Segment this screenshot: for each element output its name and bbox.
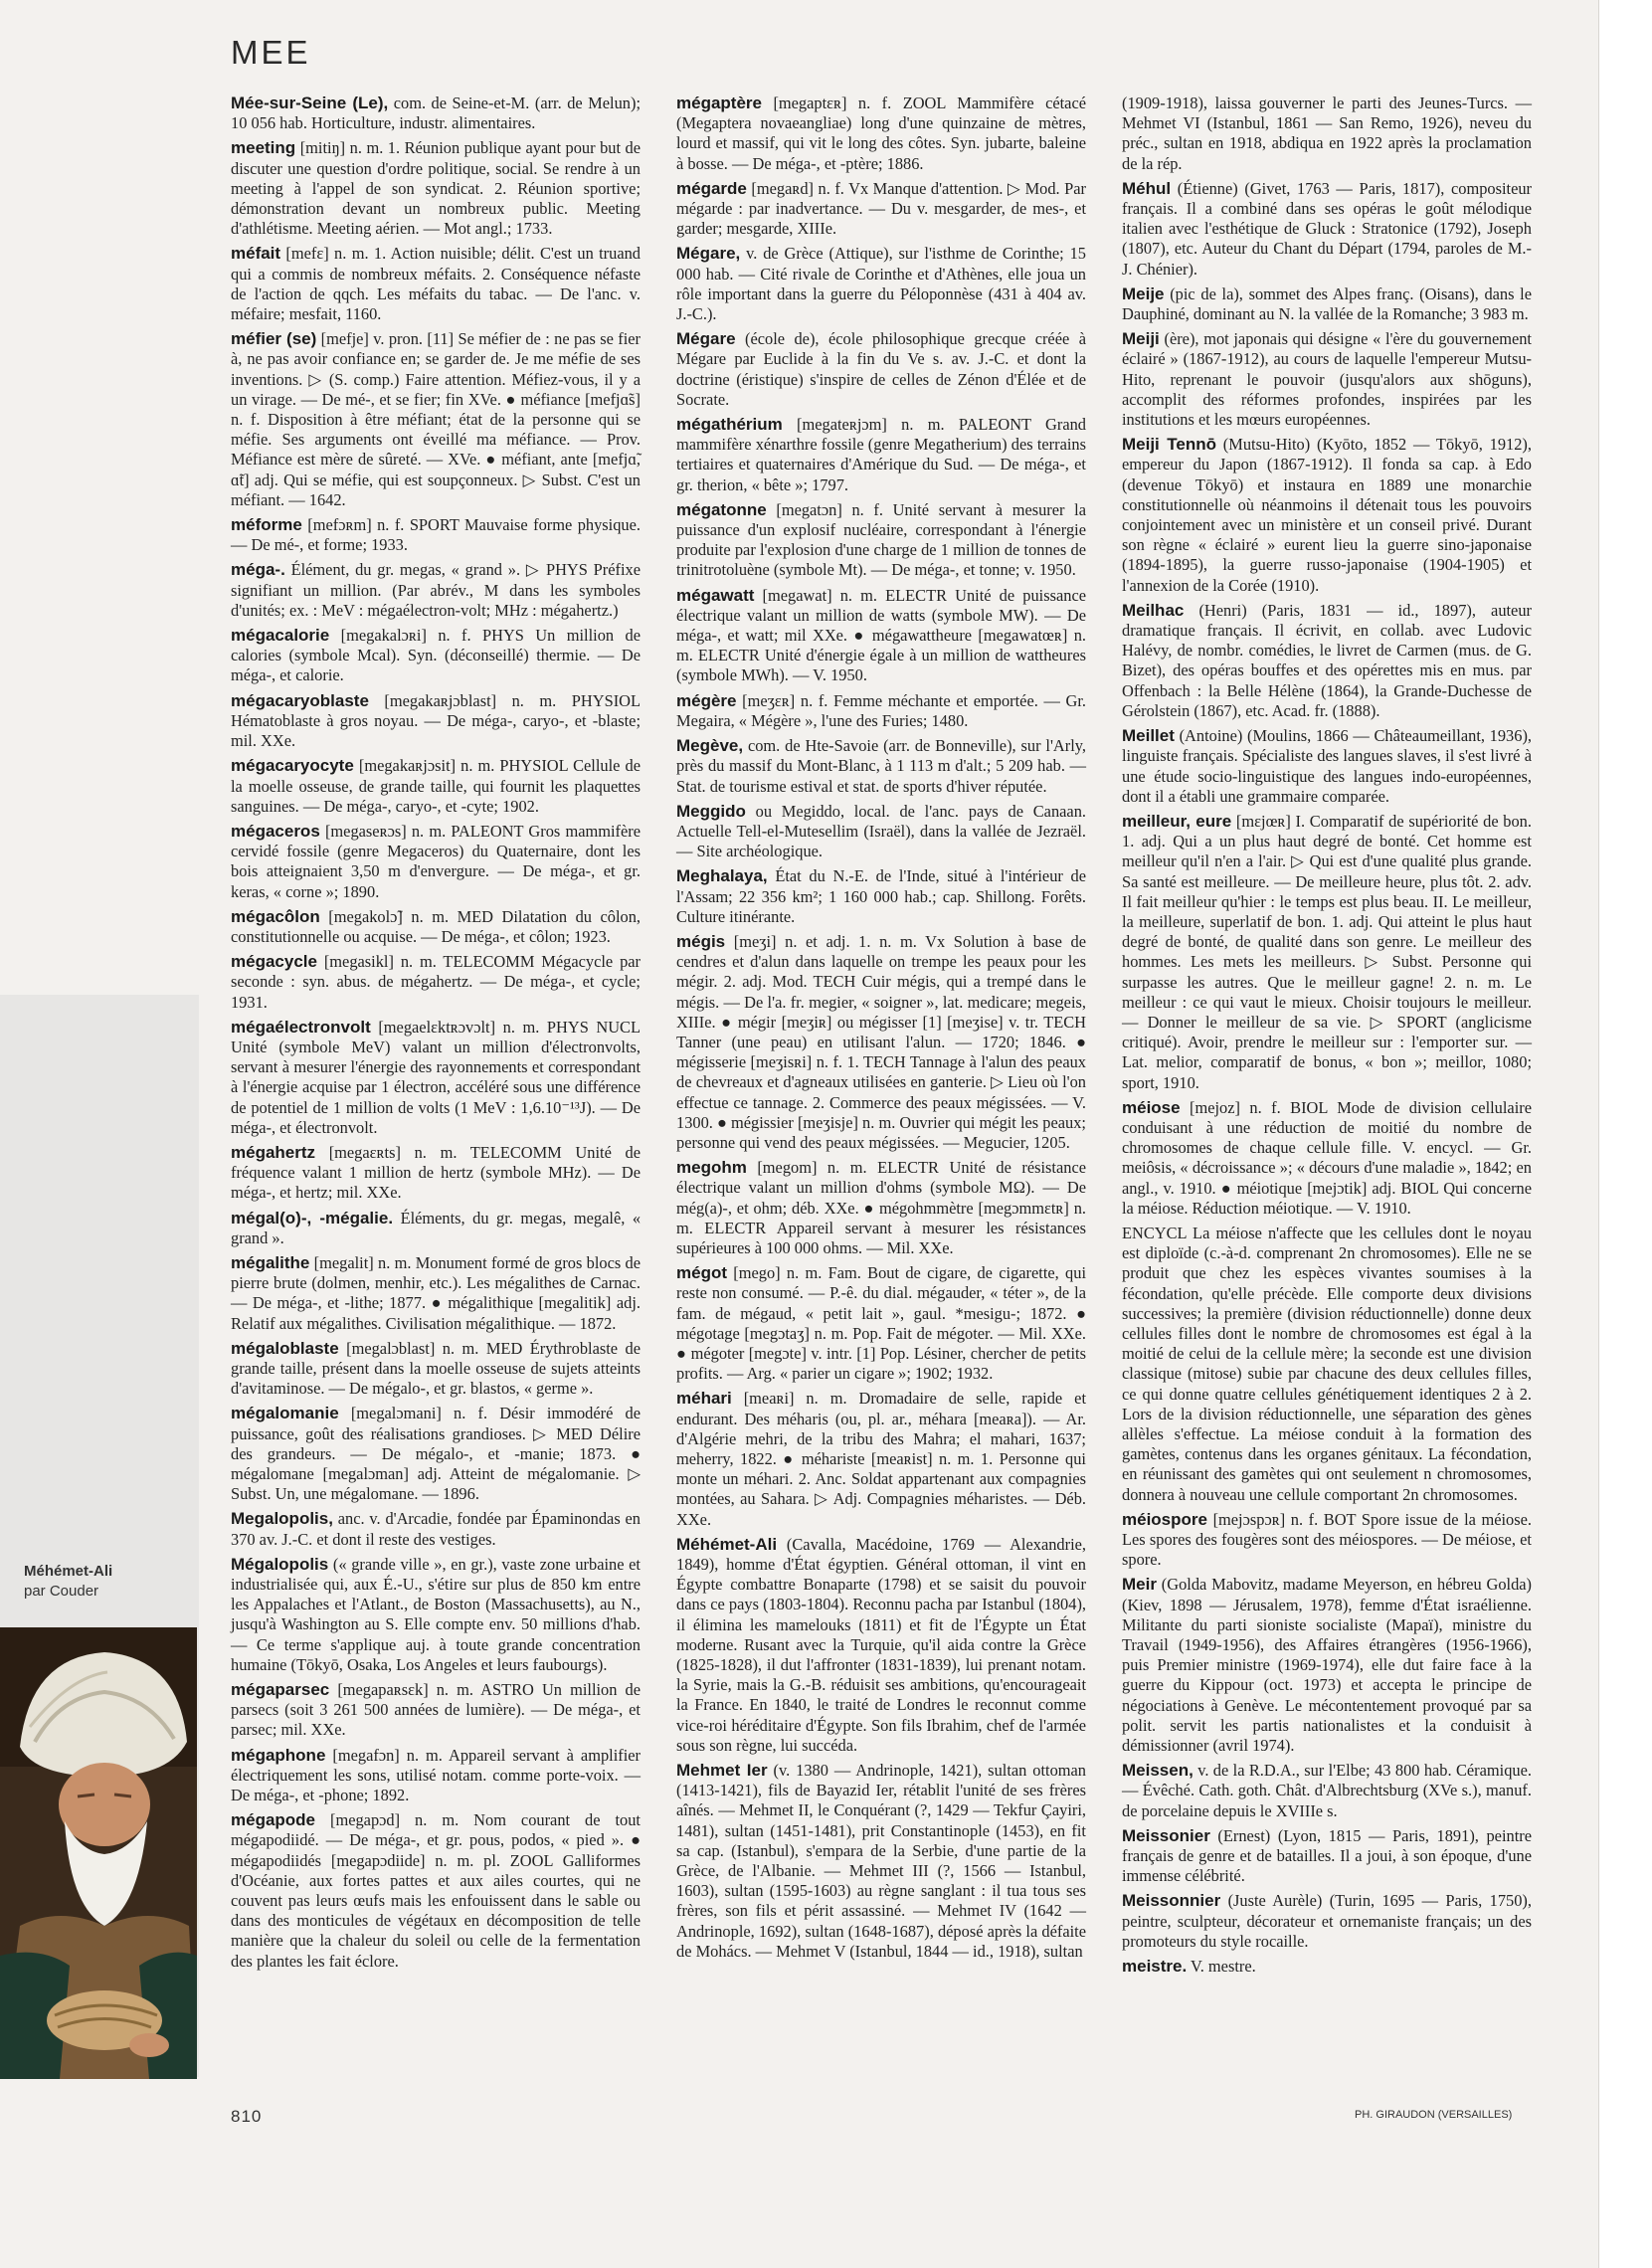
entry-definition: [mefɛ] n. m. 1. Action nuisible; délit. C'est un truand qui a commis de nombreux méfaits. 2. Conséquence néfaste de l'action de qqch. Les méfaits du tabac. — De l'anc. v. méfaire; mesfait, 1160. xyxy=(231,244,641,324)
column-1 xyxy=(231,94,641,1977)
headword: Meiji xyxy=(1122,329,1160,349)
entry-definition: (Cavalla, Macédoine, 1769 — Alexandrie, 1849), homme d'État égyptien. Général ottoman, il vint en Égypte combattre Bonaparte (1798) et se saisit du pouvoir dans ce pays (1803-1804). Reconnu pacha par Istanbul (1804), il élimina les mamelouks (1811) et fit de l'Égypte un État moderne. Rusant avec la Turquie, qu'il aida contre la Grèce (1825-1828), il dut l'affronter (1831-1839), lui prenant notam. la Syrie, mais la G.-B. réduisit ses ambitions, qu'encourageait la France. En 1840, le traité de Londres le reconnut comme vice-roi héréditaire d'Égypte. Son fils Ibrahim, chef de l'armée sous son règne, lui succéda. xyxy=(676,1534,1086,1755)
entry-definition: [megom] n. m. ELECTR Unité de résistance électrique valant un million d'ohms (symbole MΩ). — De még(a)-, et ohm; déb. XXe. ● mégohmmètre [megɔmmɛtʀ] n. m. ELECTR Appareil servant à mesurer les résistances supérieures à 100 000 ohms. — Mil. XXe. xyxy=(676,1158,1086,1257)
entry-definition: [megakaʀjɔsit] n. m. PHYSIOL Cellule de la moelle osseuse, de grande taille, qui fournit les plaquettes sanguines. — De méga-, caryo-, et -cyte; 1902. xyxy=(231,756,641,816)
dictionary-entry xyxy=(1122,812,1532,1093)
dictionary-entry xyxy=(231,94,641,133)
headword: Megève, xyxy=(676,736,744,756)
headword: méfier (se) xyxy=(231,329,317,349)
dictionary-entry xyxy=(231,329,641,510)
dictionary-entry xyxy=(231,1209,641,1248)
headword: méforme xyxy=(231,515,302,535)
entry-definition: [mɛjœʀ] I. Comparatif de supériorité de bon. 1. adj. Qui a un plus haut degré de bonté. Cet homme est meilleur qu'il n'en a l'air. ▷ Qui est d'une qualité plus grande. Sa santé est meilleure. — De meilleure heure, plus tôt. 2. adv. Il fait meilleur qu'hier : le temps est plus beau. II. Le meilleur, la meilleure, superlatif de bon. 1. adj. Qui atteint le plus haut degré de bonté, de qualité dans son genre. Le meilleur des hommes. Les mets les meilleurs. ▷ Subst. Personne qui surpasse les autres. Que le meilleur gagne! 2. n. m. Le meilleur : ce qui vaut le mieux. Choisir toujours le meilleur. — Donner le meilleur de sa vie. ▷ SPORT (anglicisme critiqué). Avoir, prendre le meilleur sur : l'emporter sur. — Lat. melior, comparatif de bonus, « bon »; meillor, 1080; sport, 1910. xyxy=(1122,811,1532,1092)
dictionary-entry xyxy=(676,691,1086,731)
headword: méhari xyxy=(676,1389,732,1409)
headword: mégal(o)-, -mégalie. xyxy=(231,1208,394,1228)
entry-definition: [megasikl] n. m. TELECOMM Mégacycle par seconde : syn. abus. de mégahertz. — De méga-, et cycle; 1931. xyxy=(231,952,641,1012)
caption-title: Méhémet-Ali xyxy=(24,1563,113,1580)
headword: mégaloblaste xyxy=(231,1338,339,1358)
headword: Mehmet Ier xyxy=(676,1761,768,1781)
dictionary-entry xyxy=(676,179,1086,240)
headword: Meir xyxy=(1122,1575,1157,1595)
dictionary-entry xyxy=(1122,726,1532,807)
dictionary-entry xyxy=(676,94,1086,174)
entry-definition: [megaptɛʀ] n. f. ZOOL Mammifère cétacé (Megaptera novaeangliae) long d'une quinzaine de mètres, lourd et massif, qui vit le long des côtes. Syn. jubarte, baleine à bosse. — De méga-, et -ptère; 1886. xyxy=(676,94,1086,173)
entry-definition: [megapaʀsɛk] n. m. ASTRO Un million de parsecs (soit 3 261 500 années de lumière). — De méga-, et parsec; mil. XXe. xyxy=(231,1680,641,1740)
dictionary-entry xyxy=(231,1810,641,1972)
dictionary-entry xyxy=(1122,1098,1532,1219)
entry-definition: (Ernest) (Lyon, 1815 — Paris, 1891), peintre français de genre et de batailles. Il a joui, à son époque, d'une immense célébrité. xyxy=(1122,1825,1532,1886)
headword: meilleur, eure xyxy=(1122,811,1232,831)
entry-definition: com. de Hte-Savoie (arr. de Bonneville), sur l'Arly, près du massif du Mont-Blanc, à 1 113 m d'alt.; 5 209 hab. — Stat. de tourisme estival et stat. de sports d'hiver réputée. xyxy=(676,736,1086,796)
entry-definition: [meʒɛʀ] n. f. Femme méchante et emportée. — Gr. Megaira, « Mégère », l'une des Furies; 1480. xyxy=(676,690,1086,730)
entry-definition: (pic de la), sommet des Alpes franç. (Oisans), dans le Dauphiné, dominant au N. la vallée de la Romanche; 3 983 m. xyxy=(1122,284,1532,324)
headword: Meissonnier xyxy=(1122,1891,1221,1911)
portrait-caption xyxy=(24,1562,193,1602)
headword: Mégare xyxy=(676,329,736,349)
headword: Meghalaya, xyxy=(676,866,768,886)
dictionary-entry xyxy=(1122,1761,1532,1821)
dictionary-entry xyxy=(676,1761,1086,1962)
headword: méfait xyxy=(231,244,281,264)
dictionary-entry xyxy=(1122,1891,1532,1952)
dictionary-entry xyxy=(231,691,641,752)
dictionary-entry xyxy=(231,1143,641,1204)
dictionary-entry xyxy=(231,626,641,686)
headword: mégacaryocyte xyxy=(231,756,354,776)
entry-definition: [mitiŋ] n. m. 1. Réunion publique ayant pour but de discuter une question d'ordre politique, social. Se rendre à un meeting à l'appel de son syndicat. 2. Réunion sportive; démonstration devant un nombreux public. Meeting d'athlétisme. Meeting aérien. — Mot angl.; 1733. xyxy=(231,138,641,239)
headword: meistre. xyxy=(1122,1957,1188,1977)
headword: mégawatt xyxy=(676,585,755,605)
entry-definition: com. de Seine-et-M. (arr. de Melun); 10 056 hab. Horticulture, industr. alimentaires. xyxy=(231,94,641,133)
entry-definition: (école de), école philosophique grecque créée à Mégare par Euclide à la fin du Ve s. av. J.-C. et dont la doctrine (éristique) s'inspire de celles de Zénon d'Élée et de Socrate. xyxy=(676,329,1086,409)
dictionary-entry xyxy=(1122,179,1532,280)
entry-definition: (Golda Mabovitz, madame Meyerson, en hébreu Golda) (Kiev, 1898 — Jérusalem, 1978), femme d'État israélienne. Militante du parti sioniste socialiste (Mapaï), ministre du Travail (1949-1956), des Affaires étrangères (1956-1966), puis Premier ministre (1969-1974), elle dut faire face à la guerre du Kippour (oct. 1973) et accepta le principe de négociations à Genève. Le mécontentement provoqué par sa polit. servit les partis nationalistes et la conduisit à démissionner (avril 1974). xyxy=(1122,1575,1532,1756)
entry-definition: [meaʀi] n. m. Dromadaire de selle, rapide et endurant. Des méharis (ou, pl. ar., méhara [meaʀa]). — Ar. d'Algérie mehri, de la tribu des Mahra; el mahari, 1637; meherry, 1822. ● méhariste [meaʀist] n. m. 1. Personne qui monte un méhari. 2. Anc. Soldat appartenant aux compagnies montées, au Sahara. ▷ Adj. Compagnies méharistes. — Déb. XXe. xyxy=(676,1389,1086,1529)
entry-definition: [megateʀjɔm] n. m. PALEONT Grand mammifère xénarthre fossile (genre Megatherium) des terrains tertiaires et quaternaires d'Amérique du Sud. — De méga-, et gr. therion, « bête »; 1797. xyxy=(676,415,1086,494)
dictionary-entry xyxy=(231,907,641,947)
headword: mégacaryoblaste xyxy=(231,690,369,710)
headword: mégis xyxy=(676,931,726,951)
entry-definition: ENCYCL La méiose n'affecte que les cellules dont le noyau est diploïde (c.-à-d. comprenant 2n chromosomes). Elle ne se produit que chez les espèces vivantes soumises à la fécondation, qu'elle précède. Elle comporte deux divisions successives; la première (division réductionnelle) donne deux cellules filles dont le nombre de chromosomes est égal à la moitié de celui de la cellule mère; la seconde est une division classique (mitose) subie par chacune des deux cellules filles, ce qui donne quatre cellules génétiquement identiques 2 à 2. Lors de la division réductionnelle, une séparation des gènes allèles s'effectue. La méiose conduit à la formation des gamètes, contenus dans les organes génitaux. La fécondation, en réunissant des gamètes qui ont seulement n chromosomes, donnera à nouveau une cellule comportant 2n chromosomes. xyxy=(1122,1223,1532,1504)
page-edge xyxy=(1598,0,1652,2268)
dictionary-entry xyxy=(231,1339,641,1400)
dictionary-entry xyxy=(231,1509,641,1549)
entry-definition: v. de la R.D.A., sur l'Elbe; 43 800 hab. Céramique. — Évêché. Cath. goth. Chât. d'Albrechtsburg (XVe s.), manuf. de porcelaine depuis le XVIIIe s. xyxy=(1122,1761,1532,1820)
headword: mégahertz xyxy=(231,1142,316,1162)
dictionary-entry xyxy=(231,1253,641,1334)
entry-definition: [megaelɛktʀɔvɔlt] n. m. PHYS NUCL Unité (symbole MeV) valant un million d'électronvolts, servant à mesurer l'énergie des rayonnements et correspondant à l'énergie acquise par 1 électron, accéléré sous une différence de potentiel de 1 million de volts (1 MeV : 1,6.10⁻¹³J). — De méga-, et électronvolt. xyxy=(231,1017,641,1137)
dictionary-entry xyxy=(231,822,641,902)
entry-definition: [mefɔʀm] n. f. SPORT Mauvaise forme physique. — De mé-, et forme; 1933. xyxy=(231,515,641,555)
entry-definition: [mejoz] n. f. BIOL Mode de division cellulaire conduisant à une réduction de moitié du nombre de chromosomes de chaque cellule fille. V. encycl. — Gr. meiôsis, « décroissance »; « décours d'une maladie », 1842; en angl., v. 1910. ● méiotique [mejɔtik] adj. BIOL Qui concerne la méiose. Réduction méiotique. — V. 1910. xyxy=(1122,1097,1532,1218)
dictionary-entry xyxy=(1122,1826,1532,1887)
entry-definition: (Étienne) (Givet, 1763 — Paris, 1817), compositeur français. Il a combiné dans ses opéras le goût mélodique italien avec l'esthétique de Gluck : Stratonice (1792), Joseph (1807), etc. Auteur du Chant du Départ (1794, paroles de M.-J. Chénier). xyxy=(1122,178,1532,279)
headword: mégalithe xyxy=(231,1252,310,1272)
entry-definition: [megalit] n. m. Monument formé de gros blocs de pierre brute (dolmen, menhir, etc.). Les mégalithes de Carnac. — De méga-, et -lithe; 1877. ● mégalithique [megalitik] adj. Relatif aux mégalithes. Civilisation mégalithique. — 1872. xyxy=(231,1252,641,1333)
headword: Méhul xyxy=(1122,178,1172,198)
dictionary-entry xyxy=(676,244,1086,324)
dictionary-entry xyxy=(231,244,641,324)
entry-definition: V. mestre. xyxy=(1187,1957,1256,1977)
entry-definition: [megaʀd] n. f. Vx Manque d'attention. ▷ Mod. Par mégarde : par inadvertance. — Du v. mesgarder, de mes-, et garder; mesgarde, XIIIe. xyxy=(676,178,1086,239)
dictionary-entry xyxy=(1122,1957,1532,1977)
dictionary-entry xyxy=(1122,1510,1532,1571)
entry-definition: [megalɔmani] n. f. Désir immodéré de puissance, goût des réalisations grandioses. ▷ MED Délire des grandeurs. — De mégalo-, et -manie; 1873. ● mégalomane [megalɔman] adj. Atteint de mégalomanie. ▷ Subst. Un, une mégalomane. — 1896. xyxy=(231,1404,641,1504)
headword: mégère xyxy=(676,690,737,710)
dictionary-entry xyxy=(676,500,1086,581)
headword: méiospore xyxy=(1122,1509,1207,1529)
dictionary-entry xyxy=(231,1404,641,1504)
entry-definition: (ère), mot japonais qui désigne « l'ère du gouvernement éclairé » (1867-1912), au cours de laquelle l'empereur Mutsu-Hito, reprenant le pouvoir (jusqu'alors aux shōguns), accomplit des réformes profondes, inspirées par les institutions et les mœurs européennes. xyxy=(1122,329,1532,430)
entry-definition: ou Megiddo, local. de l'anc. pays de Canaan. Actuelle Tell-el-Mutesellim (Israël), dans la vallée de Jezraël. — Site archéologique. xyxy=(676,801,1086,861)
page-number: 810 xyxy=(231,2107,263,2126)
entry-definition: [megawat] n. m. ELECTR Unité de puissance électrique valant un million de watts (symbole MW). — De méga-, et watt; mil XXe. ● mégawattheure [megawatœʀ] n. m. ELECTR Unité d'énergie égale à un million de wattheures (symbole MWh). — V. 1950. xyxy=(676,585,1086,685)
entry-definition: [meʒi] n. et adj. 1. n. m. Vx Solution à base de cendres et d'alun dans laquelle on trempe les peaux pour les mégir. 2. adj. Mod. TECH Cuir mégis, qui a trempé dans le mégis. — De l'a. fr. megier, « soigner », lat. medicare; megeis, XIIIe. ● mégir [meʒiʀ] ou mégisser [1] [meʒise] v. tr. TECH Tanner (une peau) en utilisant l'alun. — 1720; 1846. ● mégisserie [meʒisʀi] n. f. 1. TECH Tannage à l'alun des peaux de chevreaux et d'agneaux utilisées en ganterie. ▷ Lieu où l'on effectue ce tannage. 2. Commerce des peaux mégissées. — V. 1300. ● mégissier [meʒisje] n. m. Ouvrier qui mégit les peaux; personne qui vend des peaux mégissées. — Megucier, 1205. xyxy=(676,931,1086,1152)
dictionary-entry xyxy=(676,736,1086,797)
entry-definition: État du N.-E. de l'Inde, situé à l'intérieur de l'Assam; 22 356 km²; 1 160 000 hab.; cap. Shillong. Forêts. Culture itinérante. xyxy=(676,866,1086,926)
entry-definition: [megaɛʀts] n. m. TELECOMM Unité de fréquence valant 1 million de hertz (symbole MHz). — De méga-, et hertz; mil. XXe. xyxy=(231,1142,641,1203)
dictionary-entry xyxy=(1122,601,1532,721)
portrait-image xyxy=(0,1627,197,2079)
entry-definition: [megakaʀjɔblast] n. m. PHYSIOL Hématoblaste à gros noyau. — De méga-, caryo-, et -blaste; mil. XXe. xyxy=(231,690,641,751)
entry-definition: Élément, du gr. megas, « grand ». ▷ PHYS Préfixe signifiant un million. (Par abrév., M dans les symboles d'unités; ex. : MeV : mégaélectron-volt; MHz : mégahertz.) xyxy=(231,560,641,620)
headword: Mégare, xyxy=(676,244,741,264)
dictionary-entry xyxy=(1122,1224,1532,1505)
dictionary-entry xyxy=(1122,435,1532,596)
headword: mégarde xyxy=(676,178,747,198)
dictionary-entry xyxy=(676,1158,1086,1258)
headword: mégaceros xyxy=(231,821,320,841)
entry-definition: (« grande ville », en gr.), vaste zone urbaine et industrialisée qui, aux É.-U., s'étire sur plus de 850 km entre les Appalaches et l'Atlant., de Boston (Massachusetts), au N., jusqu'à Washington au S. Elle compte env. 50 millions d'hab. — Ce terme s'applique auj. à toute grande concentration humaine (Tōkyō, Osaka, Los Angeles et leurs faubourgs). xyxy=(231,1554,641,1674)
headword: mégatonne xyxy=(676,499,767,519)
entry-definition: [mefje] v. pron. [11] Se méfier de : ne pas se fier à, ne pas avoir confiance en; se garder de. Je me méfie de ses inventions. ▷ (S. comp.) Faire attention. Méfiez-vous, il y a un virage. — De mé-, et se fier; fin XVe. ● méfiance [mefjɑ̃s] n. f. Disposition à être méfiant; état de la personne qui se méfie. Ses arguments ont éveillé ma méfiance. — Prov. Méfiance est mère de sûreté. — XVe. ● méfiant, ante [mefjɑ̃, ɑ̃t] adj. Qui se méfie, qui est soupçonneux. ▷ Subst. C'est un méfiant. — 1642. xyxy=(231,329,641,509)
headword: Meissen, xyxy=(1122,1761,1193,1781)
headword: mégacalorie xyxy=(231,626,330,646)
headword: mégalomanie xyxy=(231,1404,339,1423)
entry-definition: [mejɔspɔʀ] n. f. BOT Spore issue de la méiose. Les spores des fougères sont des méiospores. — De méiose, et spore. xyxy=(1122,1509,1532,1570)
dictionary-entry xyxy=(231,1746,641,1806)
entry-definition: [megatɔn] n. f. Unité servant à mesurer la puissance d'un explosif nucléaire, correspondant à l'énergie produite par l'explosion d'une charge de 1 million de tonnes de trinitrotoluène (symbole Mt). — De méga-, et tonne; v. 1950. xyxy=(676,499,1086,580)
headword: Meije xyxy=(1122,284,1165,303)
dictionary-entry xyxy=(676,415,1086,495)
dictionary-entry xyxy=(1122,94,1532,174)
entry-definition: (Antoine) (Moulins, 1866 — Châteaumeillant, 1936), linguiste français. Spécialiste des langues slaves, il s'est livré à une étude socio-linguistique des langues indo-européennes, dont il a établi une grammaire comparée. xyxy=(1122,726,1532,806)
dictionary-entry xyxy=(1122,1575,1532,1756)
running-head: MEE xyxy=(231,34,311,71)
headword: mégaptère xyxy=(676,94,762,112)
entry-definition: (v. 1380 — Andrinople, 1421), sultan ottoman (1413-1421), fils de Bayazid Ier, rétablit l'unité de ses frères aînés. — Mehmet II, le Conquérant (?, 1429 — Tekfur Çayiri, 1481), sultan (1451-1481), prit Constantinople (1453), en fit sa cap. (Istanbul), s'empara de la Serbie, d'une partie de la Grèce, de l'Albanie. — Mehmet III (?, 1566 — Istanbul, 1603), sultan (1595-1603) au règne sanglant : il tua tous ses frères, son fils et périt assassiné. — Mehmet IV (1642 — Andrinople, 1692), sultan (1648-1687), déposé après la défaite de Mohács. — Mehmet V (Istanbul, 1844 — id., 1918), sultan xyxy=(676,1761,1086,1961)
headword: Meillet xyxy=(1122,726,1175,746)
entry-definition: [megapɔd] n. m. Nom courant de tout mégapodiidé. — De méga-, et gr. pous, podos, « pied ». ● mégapodiidés [megapɔdiide] n. m. pl. ZOOL Galliformes d'Océanie, aux fortes pattes et aux ailes courtes, qui ne couvent pas leurs œufs mais les enfouissent dans le sable ou dans des monticules de végétaux en décomposition de telle manière que la chaleur du soleil ou celle de la fermentation des plantes les fait éclore. xyxy=(231,1810,641,1971)
headword: mégathérium xyxy=(676,415,783,435)
entry-definition: (Mutsu-Hito) (Kyōto, 1852 — Tōkyō, 1912), empereur du Japon (1867-1912). Il fonda sa cap. à Edo (devenue Tōkyō) et instaura en 1889 une monarchie constitutionnelle où néanmoins il détenait tous les pouvoirs conjointement avec un ministère et un conseil privé. Durant son règne « éclairé » eurent lieu la guerre sino-japonaise (1894-1895), la guerre russo-japonaise (1904-1905) et l'annexion de la Corée (1910). xyxy=(1122,435,1532,595)
headword: Mée-sur-Seine (Le), xyxy=(231,94,389,112)
headword: mégapode xyxy=(231,1810,316,1830)
headword: mégot xyxy=(676,1263,727,1283)
dictionary-entry xyxy=(676,1535,1086,1756)
dictionary-entry xyxy=(231,1680,641,1741)
headword: mégaphone xyxy=(231,1745,326,1765)
dictionary-entry xyxy=(676,1263,1086,1384)
dictionary-entry xyxy=(231,515,641,555)
headword: Meggido xyxy=(676,801,746,821)
headword: mégaparsec xyxy=(231,1680,330,1700)
dictionary-entry xyxy=(676,802,1086,862)
headword: méga-. xyxy=(231,560,285,580)
headword: Méhémet-Ali xyxy=(676,1534,778,1554)
entry-definition: [mego] n. m. Fam. Bout de cigare, de cigarette, qui reste non consumé. — P.-ê. du dial. mégauder, « téter », de la fam. de mégaud, « petit lait », gaul. *mesigu-; 1872. ● mégotage [megɔtaʒ] n. m. Pop. Fait de mégoter. — Mil. XXe. ● mégoter [megɔte] v. intr. [1] Pop. Lésiner, chercher de petits profits. — Arg. « parier un cigare »; 1902; 1932. xyxy=(676,1263,1086,1384)
dictionary-entry xyxy=(676,866,1086,927)
dictionary-entry xyxy=(676,932,1086,1153)
entry-definition: [megafɔn] n. m. Appareil servant à amplifier électriquement les sons, utilisé notam. comme porte-voix. — De méga-, et -phone; 1892. xyxy=(231,1745,641,1805)
caption-subtitle: par Couder xyxy=(24,1583,99,1600)
headword: Meissonier xyxy=(1122,1825,1210,1845)
dictionary-entry xyxy=(676,586,1086,686)
entry-definition: (Juste Aurèle) (Turin, 1695 — Paris, 1750), peintre, sculpteur, décorateur et ornemaniste français; un des promoteurs du style rocaille. xyxy=(1122,1891,1532,1951)
headword: megohm xyxy=(676,1158,747,1178)
column-3 xyxy=(1122,94,1532,1982)
entry-definition: anc. v. d'Arcadie, fondée par Épaminondas en 370 av. J.-C. et dont il reste des vestiges. xyxy=(231,1509,641,1549)
entry-definition: [megalɔblast] n. m. MED Érythroblaste de grande taille, présent dans la moelle osseuse de sujets atteints d'avitaminose. — De mégalo-, et gr. blastos, « germe ». xyxy=(231,1338,641,1399)
headword: mégacycle xyxy=(231,952,317,972)
dictionary-entry xyxy=(231,138,641,239)
entry-definition: Éléments, du gr. megas, megalê, « grand ». xyxy=(231,1208,642,1247)
dictionary-entry xyxy=(676,329,1086,410)
headword: mégaélectronvolt xyxy=(231,1017,371,1037)
dictionary-entry xyxy=(231,756,641,817)
entry-definition: [megakolɔ̃] n. m. MED Dilatation du côlon, constitutionnelle ou acquise. — De méga-, et côlon; 1923. xyxy=(231,906,641,946)
headword: Meilhac xyxy=(1122,600,1185,620)
column-2 xyxy=(676,94,1086,1967)
entry-definition: (1909-1918), laissa gouverner le parti des Jeunes-Turcs. — Mehmet VI (Istanbul, 1861 — San Remo, 1926), neveu du préc., sultan en 1918, abdiqua en 1922 après la proclamation de la rép. xyxy=(1122,94,1532,173)
dictionary-entry xyxy=(1122,329,1532,430)
headword: Meiji Tennō xyxy=(1122,435,1216,455)
dictionary-entry xyxy=(231,952,641,1013)
dictionary-entry xyxy=(1122,284,1532,324)
dictionary-entry xyxy=(231,1018,641,1138)
entry-definition: [megakalɔʀi] n. f. PHYS Un million de calories (symbole Mcal). Syn. (déconseillé) thermie. — De méga-, et calorie. xyxy=(231,626,641,685)
headword: mégacôlon xyxy=(231,906,320,926)
photo-credit: PH. GIRAUDON (VERSAILLES) xyxy=(1355,2109,1513,2121)
entry-definition: [megaseʀɔs] n. m. PALEONT Gros mammifère cervidé fossile (genre Megaceros) du Quaternaire, dont les bois atteignaient 3,50 m d'envergure. — De méga-, et gr. keras, « corne »; 1890. xyxy=(231,821,641,901)
headword: meeting xyxy=(231,138,296,158)
entry-definition: v. de Grèce (Attique), sur l'isthme de Corinthe; 15 000 hab. — Cité rivale de Corinthe et d'Athènes, elle joua un rôle important dans la guerre du Péloponnèse (431 à 404 av. J.-C.). xyxy=(676,244,1086,324)
headword: Megalopolis, xyxy=(231,1509,333,1529)
headword: méiose xyxy=(1122,1097,1181,1117)
dictionary-entry xyxy=(231,1555,641,1675)
entry-definition: (Henri) (Paris, 1831 — id., 1897), auteur dramatique français. Il écrivit, en collab. avec Ludovic Halévy, de nombr. comédies, le livret de Carmen (mus. de G. Bizet), des opéras bouffes et des opérettes mis en mus. par Offenbach : la Belle Hélène (1864), la Grande-Duchesse de Gérolstein (1867), etc. Acad. fr. (1888). xyxy=(1122,600,1532,720)
dictionary-entry xyxy=(676,1389,1086,1529)
dictionary-entry xyxy=(231,560,641,621)
headword: Mégalopolis xyxy=(231,1554,329,1574)
